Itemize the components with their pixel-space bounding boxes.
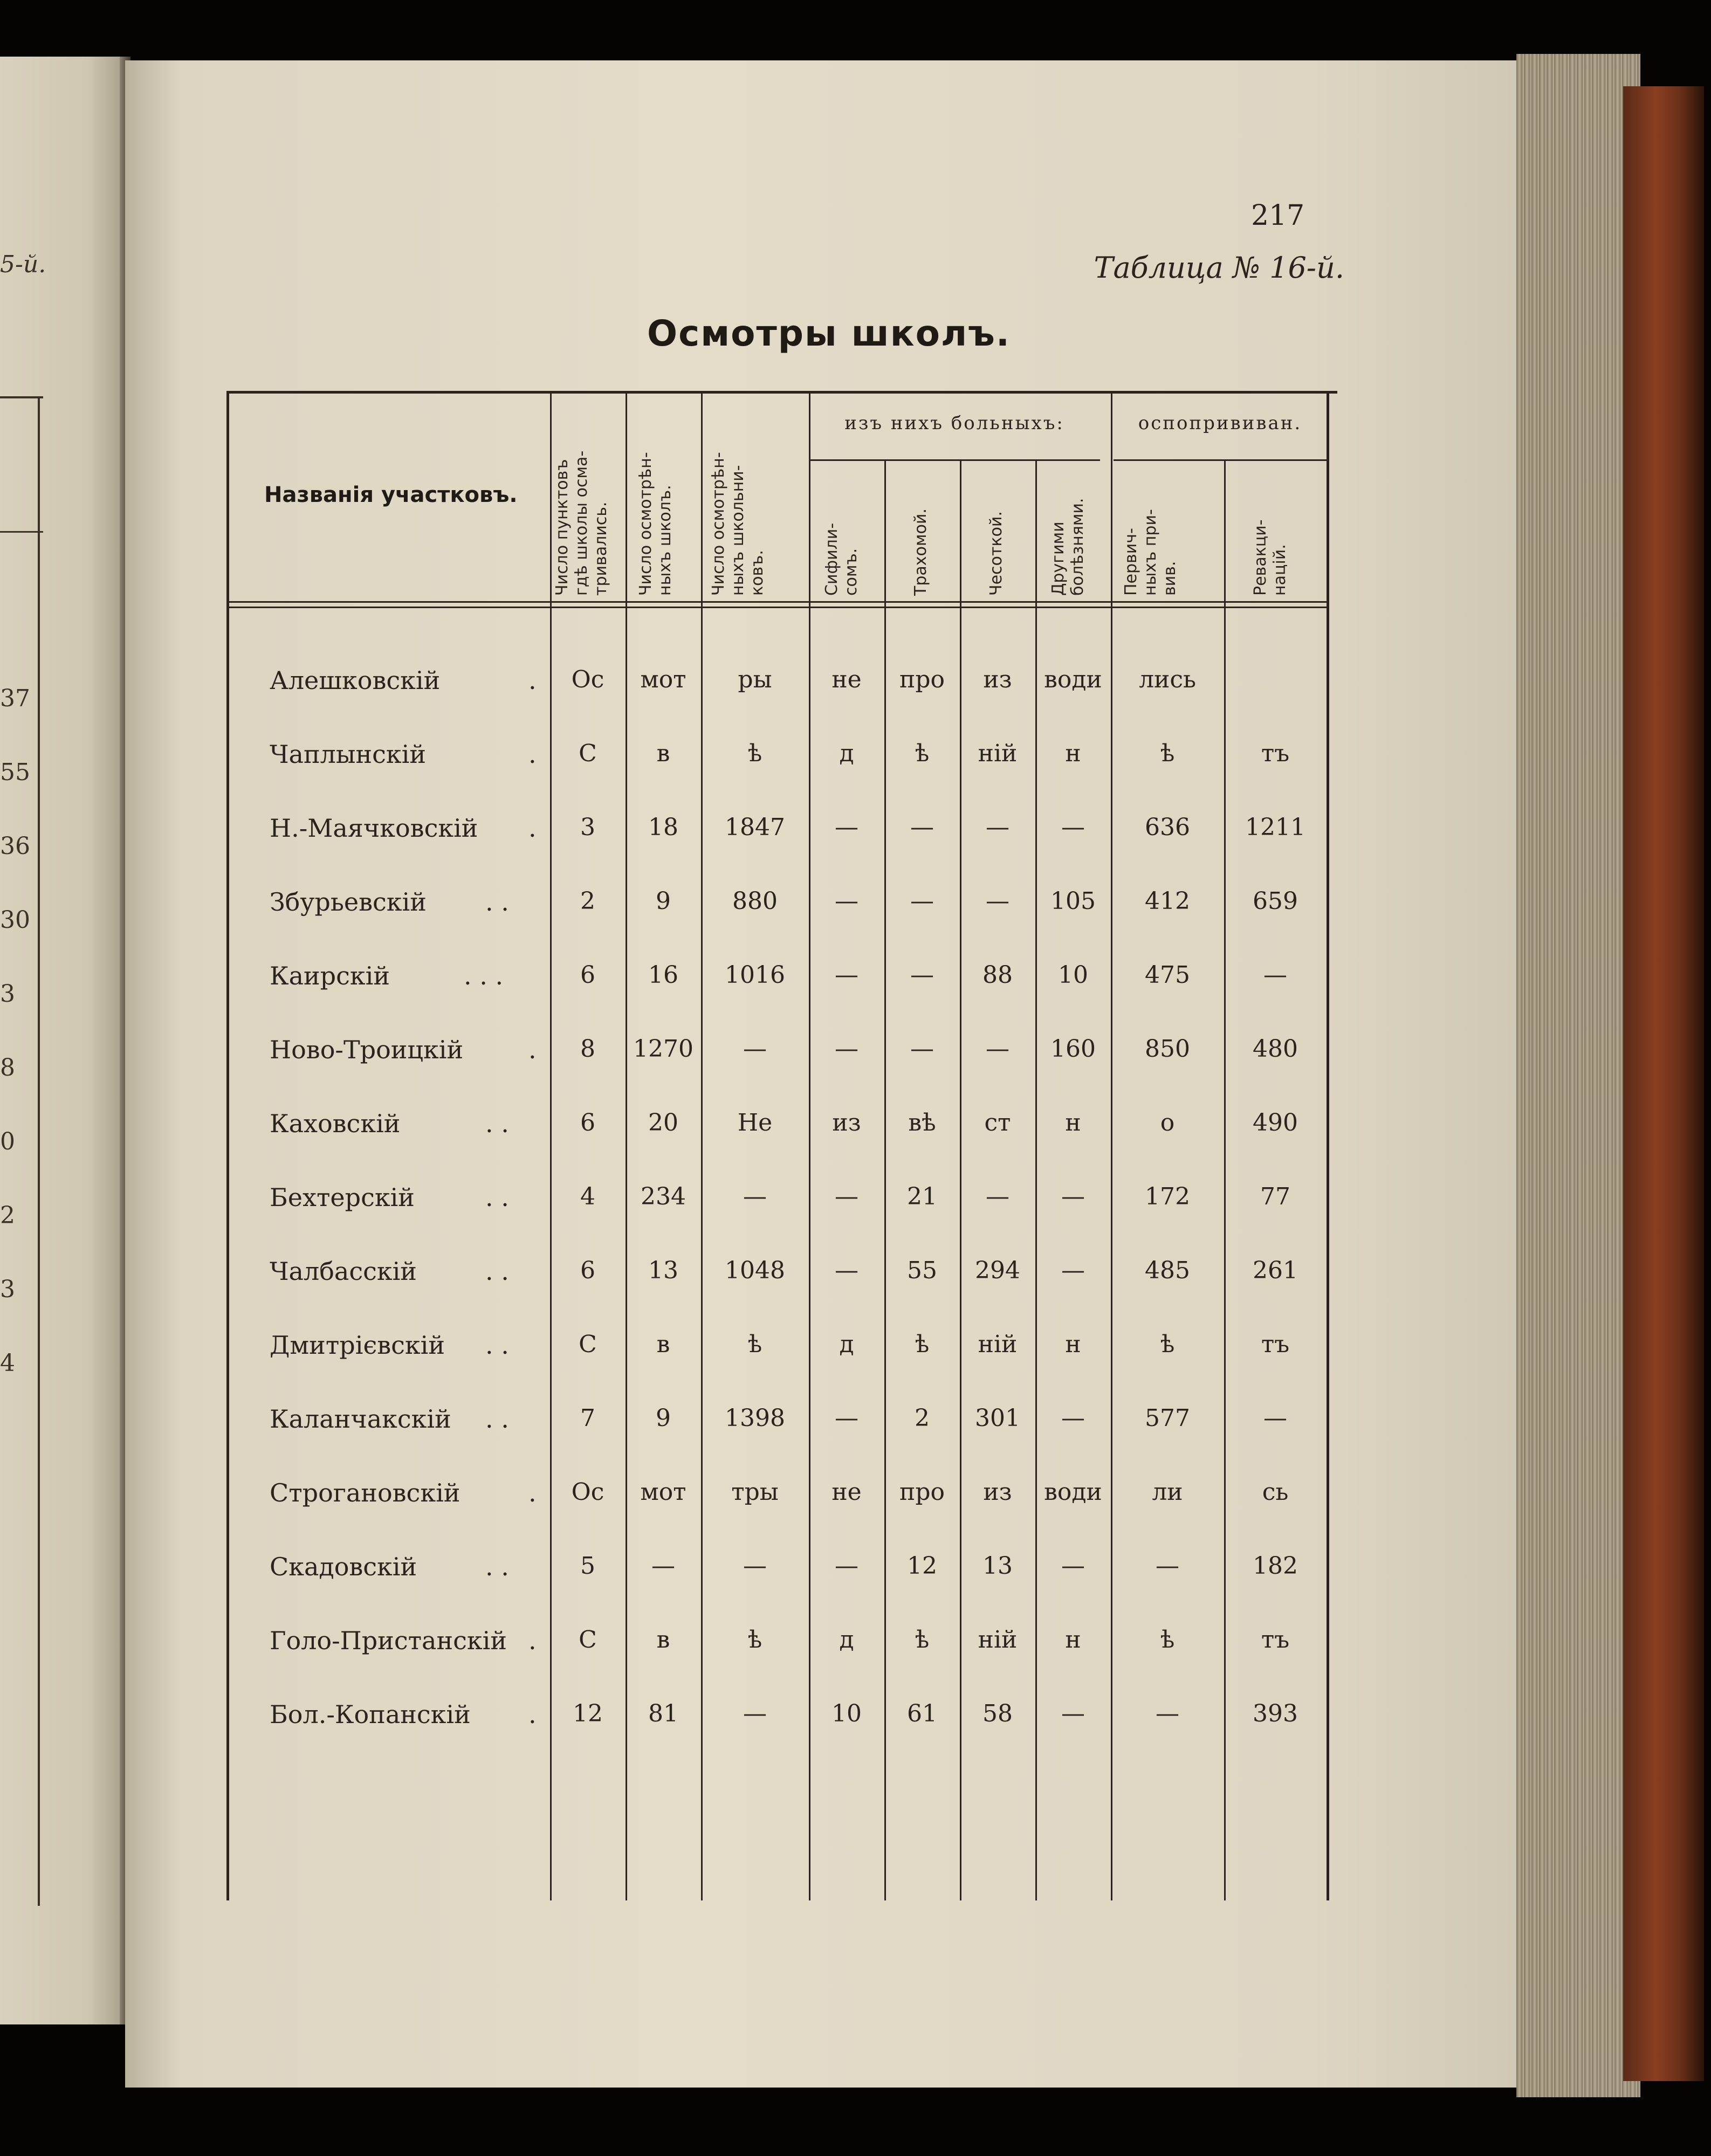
page-title: Осмотры школъ. [647,313,1011,354]
table-cell: ѣ [1160,740,1175,767]
table-cell: — [986,1183,1009,1210]
col-rule-3 [701,391,703,1900]
col-rule-1 [550,391,552,1900]
table-cell: 16 [648,961,678,989]
table-cell: 475 [1145,961,1190,989]
table-cell: ли [1152,1478,1183,1506]
table-cell: 1847 [725,814,785,841]
table-cell: 659 [1253,887,1298,915]
col-rule-8 [1111,391,1112,1900]
table-cell: води [1044,1478,1102,1506]
district-name: Каланчакскій [270,1404,451,1434]
table-cell: 81 [648,1700,678,1727]
table-cell: ѣ [915,1626,930,1654]
table-cell: мот [640,666,686,693]
table-cell: С [579,1331,597,1358]
table-cell: 880 [732,887,778,915]
table-cell: — [835,1035,858,1063]
table-cell: из [983,666,1012,693]
left-page-rule-2 [0,531,43,533]
table-cell: в [656,1626,670,1654]
district-name: Н.-Маячковскій [270,814,478,843]
leader-dots: . . [485,1183,509,1212]
table-cell: 105 [1050,887,1096,915]
table-cell: ѣ [1160,1626,1175,1654]
left-page-number-fragment: 37 [0,685,30,712]
left-page-column-rule [38,396,40,1906]
leader-dots: . . [485,1404,509,1434]
table-cell: мот [640,1478,686,1506]
leader-dots: . [528,814,537,843]
col-rule-2 [626,391,627,1900]
table-cell: Ос [571,1478,604,1506]
table-cell: ѣ [1160,1331,1175,1358]
header-district-names: Названія участковъ. [264,483,518,507]
left-page [0,57,125,2024]
table-cell: 55 [907,1257,937,1284]
table-cell: 1016 [725,961,785,989]
table-cell: — [835,814,858,841]
district-name: Дмитрієвскій [270,1331,445,1360]
leader-dots: . . [485,1257,509,1286]
table-cell: из [832,1109,861,1136]
table-cell: 182 [1253,1552,1298,1580]
district-name: Бехтерскій [270,1183,415,1212]
table-cell: 393 [1253,1700,1298,1727]
leader-dots: . [528,740,537,769]
table-cell: ній [978,1331,1018,1358]
table-cell: ній [978,1626,1018,1654]
table-cell: Ос [571,666,604,693]
table-cell: ній [978,740,1018,767]
table-cell: — [986,887,1009,915]
table-cell: про [899,1478,945,1506]
table-cell: 13 [648,1257,678,1284]
table-header-rule [226,601,1327,603]
table-cell: 20 [648,1109,678,1136]
table-cell: — [910,961,934,989]
table-cell: — [835,1183,858,1210]
header-group-vaccination: оспопрививан. [1138,412,1302,434]
leader-dots: . [528,1700,537,1729]
table-cell: — [651,1552,675,1580]
leader-dots: . . . [464,961,504,990]
table-cell: 301 [975,1404,1020,1432]
table-cell: про [899,666,945,693]
page-number: 217 [1251,199,1305,232]
table-cell: из [983,1478,1012,1506]
table-cell: ѣ [747,740,762,767]
left-page-number-fragment: 55 [0,759,30,786]
table-cell: 12 [907,1552,937,1580]
table-cell: — [1061,1404,1085,1432]
table-cell: 12 [573,1700,603,1727]
col-rule-9 [1224,461,1226,1900]
schools-table [226,391,1337,1900]
table-cell: 160 [1050,1035,1096,1063]
header-points-count: Число пунктовъ гдѣ школы осма- тривались. [553,450,610,596]
table-cell: — [986,814,1009,841]
leader-dots: . [528,1478,537,1507]
header-revaccinations: Ревакци- націй. [1251,519,1289,596]
table-cell: 485 [1145,1257,1190,1284]
table-cell: — [743,1035,767,1063]
table-left-rule [226,391,229,1900]
table-cell: — [1061,1700,1085,1727]
table-cell: 234 [641,1183,686,1210]
table-cell: тъ [1261,1331,1290,1358]
district-name: Збурьевскій [270,887,427,917]
table-cell: — [1061,1183,1085,1210]
table-top-rule [226,391,1337,394]
table-cell: вѣ [908,1109,936,1136]
table-cell: 490 [1253,1109,1298,1136]
table-cell: 18 [648,814,678,841]
table-cell: 6 [580,1109,595,1136]
table-cell: 9 [656,887,671,915]
left-page-number-fragment: 4 [0,1349,15,1377]
table-cell: — [1061,1257,1085,1284]
leader-dots: . . [485,1552,509,1581]
table-cell: 577 [1145,1404,1190,1432]
table-cell: — [743,1183,767,1210]
table-cell: ст [984,1109,1011,1136]
district-name: Чаплынскій [270,740,427,769]
leader-dots: . [528,666,537,695]
table-cell: д [839,1626,854,1654]
table-cell: 58 [982,1700,1013,1727]
table-cell: д [839,1331,854,1358]
left-page-number-fragment: 30 [0,906,30,934]
table-cell: — [910,887,934,915]
table-cell: — [1263,961,1287,989]
table-cell: — [910,814,934,841]
table-cell: 412 [1145,887,1190,915]
table-cell: лись [1139,666,1196,693]
left-page-number-fragment: 0 [0,1128,15,1155]
table-cell: — [1156,1700,1179,1727]
district-name: Ново-Троицкій [270,1035,464,1064]
table-cell: о [1160,1109,1175,1136]
book-binding [1623,86,1704,2081]
table-cell: 6 [580,961,595,989]
table-cell: — [743,1700,767,1727]
left-page-number-fragment: 3 [0,1276,15,1303]
table-header-rule-2 [226,607,1327,608]
district-name: Чалбасскій [270,1257,417,1286]
group1-rule [809,459,1100,461]
group2-rule [1114,459,1327,461]
table-cell: 480 [1253,1035,1298,1063]
table-cell: н [1065,1331,1081,1358]
table-cell: ры [738,666,772,693]
left-page-number-fragment: 3 [0,980,15,1008]
table-cell: — [835,1552,858,1580]
left-page-rule [0,396,43,398]
table-label: Таблица № 16-й. [1094,251,1344,285]
table-cell: ѣ [747,1626,762,1654]
leader-dots: . . [485,1331,509,1360]
table-cell: сь [1262,1478,1289,1506]
table-cell: ѣ [915,1331,930,1358]
table-cell: 77 [1260,1183,1290,1210]
header-trachoma: Трахомой. [911,508,930,596]
header-other-diseases: Другими болѣзнями. [1049,498,1087,596]
table-cell: 2 [915,1404,930,1432]
leader-dots: . . [485,887,509,917]
table-cell: 1270 [633,1035,693,1063]
header-pupils-count: Число осмотрѣн- ныхъ школьни- ковъ. [709,452,767,596]
district-name: Строгановскій [270,1478,461,1507]
table-cell: 21 [907,1183,937,1210]
left-page-number-fragment: 2 [0,1202,15,1229]
district-name: Бол.-Копанскій [270,1700,471,1729]
table-cell: 1211 [1245,814,1305,841]
district-name: Каховскій [270,1109,401,1138]
table-cell: 172 [1145,1183,1190,1210]
table-cell: 9 [656,1404,671,1432]
table-cell: 850 [1145,1035,1190,1063]
left-page-number-fragment: 36 [0,832,30,860]
table-cell: — [835,1257,858,1284]
table-cell: 261 [1253,1257,1298,1284]
left-page-header-fragment: 5-й. [0,251,46,278]
table-cell: 8 [580,1035,595,1063]
leader-dots: . . [485,1109,509,1138]
table-cell: С [579,1626,597,1654]
header-syphilis: Сифили- сомъ. [822,522,861,596]
district-name: Каирскій [270,961,390,990]
header-schools-count: Число осмотрѣн- ныхъ школъ. [636,452,675,596]
table-cell: — [835,961,858,989]
district-name: Скадовскій [270,1552,417,1581]
leader-dots: . [528,1035,537,1064]
table-cell: — [986,1035,1009,1063]
table-cell: 4 [580,1183,595,1210]
table-cell: 6 [580,1257,595,1284]
header-scabies: Чесоткой. [987,511,1006,596]
table-cell: 5 [580,1552,595,1580]
table-cell: н [1065,740,1081,767]
table-cell: н [1065,1626,1081,1654]
table-cell: Не [737,1109,773,1136]
table-cell: води [1044,666,1102,693]
table-cell: — [1061,1552,1085,1580]
table-cell: 88 [982,961,1013,989]
table-cell: 636 [1145,814,1190,841]
table-cell: тъ [1261,740,1290,767]
table-cell: тъ [1261,1626,1290,1654]
table-cell: не [832,666,862,693]
table-cell: в [656,1331,670,1358]
left-page-number-fragment: 8 [0,1054,15,1082]
table-cell: — [835,1404,858,1432]
col-rule-4 [809,391,810,1900]
table-cell: д [839,740,854,767]
table-cell: 294 [975,1257,1020,1284]
table-cell: в [656,740,670,767]
table-cell: ѣ [747,1331,762,1358]
table-cell: 1398 [725,1404,785,1432]
table-cell: С [579,740,597,767]
table-cell: 2 [580,887,595,915]
table-cell: 7 [580,1404,595,1432]
table-cell: — [835,887,858,915]
page-edges [1516,54,1640,2097]
district-name: Голо-Пристанскій [270,1626,507,1655]
table-cell: — [910,1035,934,1063]
table-cell: 13 [982,1552,1013,1580]
table-cell: не [832,1478,862,1506]
table-cell: — [1263,1404,1287,1432]
table-cell: 61 [907,1700,937,1727]
header-primary-vaccinations: Первич- ныхъ при- вив. [1122,509,1179,596]
header-group-sick: изъ нихъ больныхъ: [844,412,1064,434]
table-cell: 1048 [725,1257,785,1284]
table-cell: н [1065,1109,1081,1136]
table-cell: 10 [832,1700,862,1727]
table-cell: — [1156,1552,1179,1580]
table-cell: 10 [1058,961,1088,989]
leader-dots: . [528,1626,537,1655]
district-name: Алешковскій [270,666,441,695]
table-cell: — [743,1552,767,1580]
table-cell: ѣ [915,740,930,767]
table-cell: 3 [580,814,595,841]
table-cell: — [1061,814,1085,841]
table-cell: тры [731,1478,779,1506]
table-right-rule [1327,391,1329,1900]
